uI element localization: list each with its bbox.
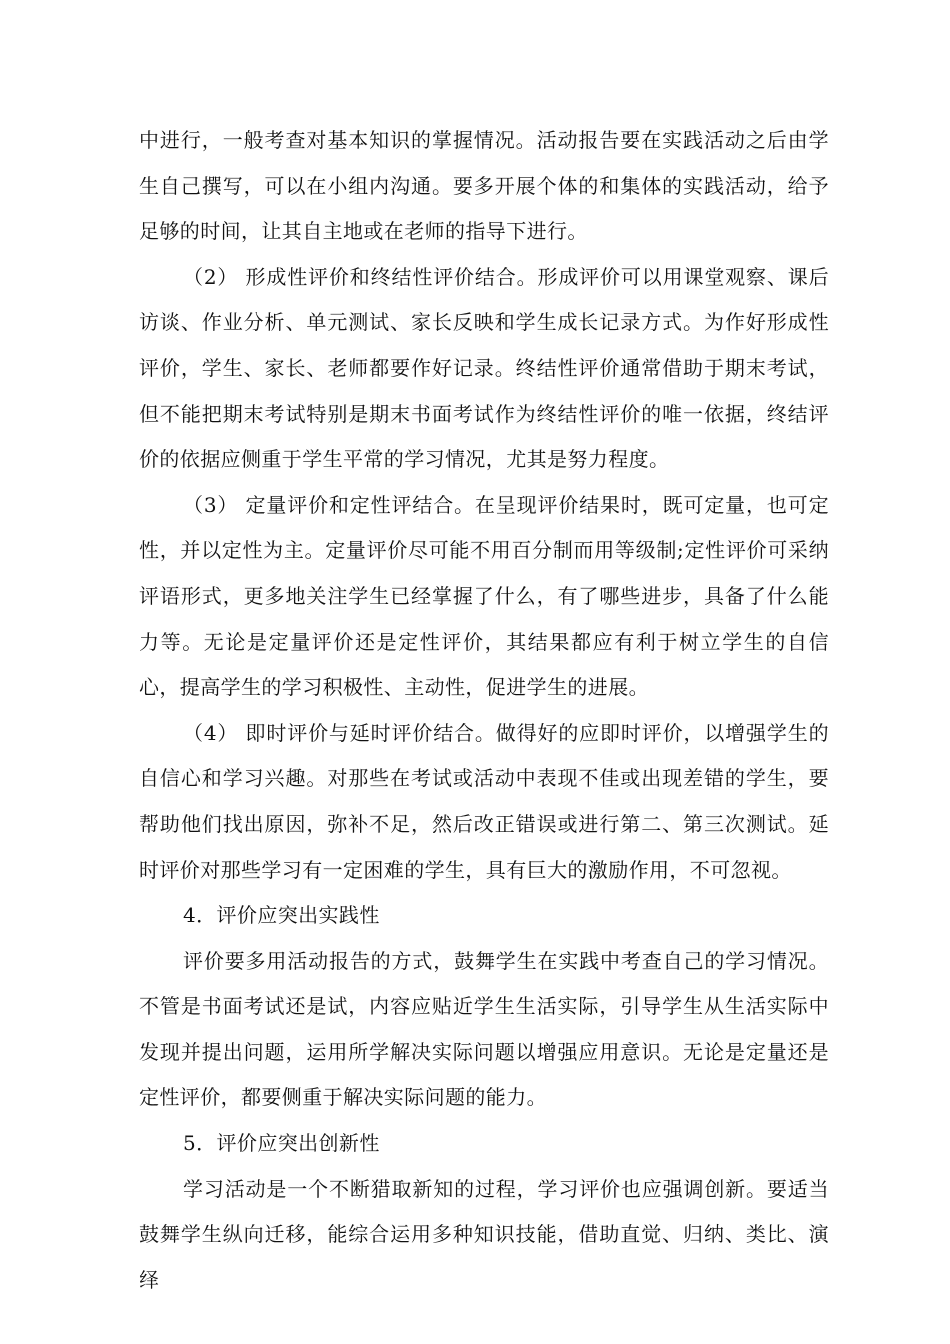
paragraph-continuation: 中进行，一般考查对基本知识的掌握情况。活动报告要在实践活动之后由学生自己撰写，可以在小组内沟通。要多开展个体的和集体的实践活动，给予足够的时间，让其自主地或在老师的指导下进行。 bbox=[139, 128, 829, 244]
paragraph-formative-summative: （2） 形成性评价和终结性评价结合。形成评价可以用课堂观察、课后访谈、作业分析、单元测试、家长反映和学生成长记录方式。为作好形成性评价，学生、家长、老师都要作好记录。终结性评价通常借助于期末考试，但不能把期末考试特别是期末书面考试作为终结性评价的唯一依据，终结评价的依据应侧重于学生平常的学习情况，尤其是努力程度。 bbox=[139, 264, 829, 472]
paragraph-quantitative-qualitative: （3） 定量评价和定性评结合。在呈现评价结果时，既可定量，也可定性，并以定性为主。定量评价尽可能不用百分制而用等级制;定性评价可采纳评语形式，更多地关注学生已经掌握了什么，有了哪些进步，具备了什么能力等。无论是定量评价还是定性评价，其结果都应有利于树立学生的自信心，提高学生的学习积极性、主动性，促进学生的进展。 bbox=[139, 492, 829, 700]
paragraph-innovation: 学习活动是一个不断猎取新知的过程，学习评价也应强调创新。要适当鼓舞学生纵向迁移，能综合运用多种知识技能，借助直觉、归纳、类比、演绎 bbox=[139, 1176, 829, 1292]
section-heading-innovation: 5．评价应突出创新性 bbox=[183, 1131, 380, 1156]
document-page bbox=[139, 118, 829, 1303]
paragraph-immediate-delayed: （4） 即时评价与延时评价结合。做得好的应即时评价，以增强学生的自信心和学习兴趣。对那些在考试或活动中表现不佳或出现差错的学生，要帮助他们找出原因，弥补不足，然后改正错误或进行第二、第三次测试。延时评价对那些学习有一定困难的学生，具有巨大的激励作用，不可忽视。 bbox=[139, 720, 829, 882]
section-heading-practicality: 4．评价应突出实践性 bbox=[183, 903, 380, 928]
paragraph-practicality: 评价要多用活动报告的方式，鼓舞学生在实践中考查自己的学习情况。不管是书面考试还是试，内容应贴近学生生活实际，引导学生从生活实际中发现并提出问题，运用所学解决实际问题以增强应用意识。无论是定量还是定性评价，都要侧重于解决实际问题的能力。 bbox=[139, 948, 829, 1110]
